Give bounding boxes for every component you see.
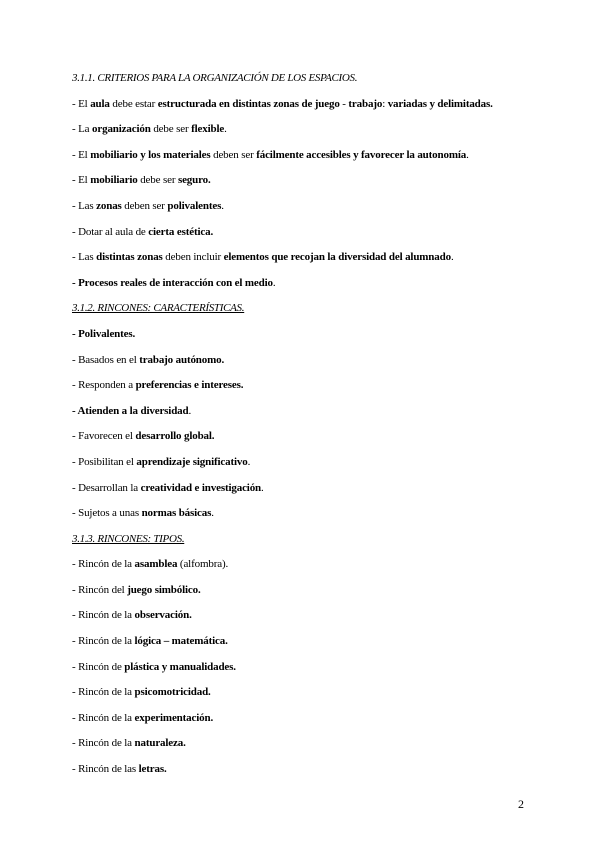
text: - El [72, 97, 91, 110]
text: . [450, 251, 454, 264]
text: - Rincón de la [72, 558, 135, 571]
bold-text: flexible [191, 123, 225, 136]
list-item [72, 146, 542, 172]
text: - Basados en el [72, 353, 140, 366]
bold-text: experimentación. [134, 711, 214, 724]
list-item [72, 95, 542, 121]
bold-text: preferencias e intereses. [135, 379, 244, 392]
bold-text: estructurada en distintas zonas de juego [157, 97, 340, 110]
text: deben ser [121, 199, 168, 212]
list-item [72, 658, 542, 684]
section-heading-tipos [72, 530, 542, 556]
bold-text: variadas y delimitadas. [387, 97, 493, 110]
section-caracteristicas-list [72, 325, 542, 530]
text: debe ser [150, 123, 192, 136]
bold-text: letras. [138, 763, 167, 776]
list-item [72, 325, 542, 351]
bold-text: observación. [134, 609, 192, 622]
list-item [72, 760, 542, 786]
text: . [247, 455, 251, 468]
text: : [382, 97, 388, 110]
bold-text: trabajo autónomo. [139, 353, 225, 366]
bold-text: distintas zonas [96, 251, 163, 264]
text: - La [72, 123, 93, 136]
bold-text: lógica – matemática. [134, 635, 228, 648]
list-item [72, 223, 542, 249]
section-criterios-list [72, 95, 542, 300]
bold-text: creatividad e investigación [140, 481, 262, 494]
text: . [224, 123, 227, 136]
page-number: 2 [518, 797, 524, 811]
bold-text: trabajo [348, 97, 383, 110]
list-item [72, 479, 542, 505]
text: - Rincón de la [72, 635, 135, 648]
text: . [466, 148, 469, 161]
text: . [221, 199, 224, 212]
bold-text: cierta estética. [148, 225, 214, 238]
list-item [72, 504, 542, 530]
section-heading-tipos-text: 3.1.3. RINCONES: TIPOS. [72, 532, 185, 545]
text: debe estar [109, 97, 158, 110]
text: - Desarrollan la [72, 481, 141, 494]
list-item [72, 632, 542, 658]
text: - Las [72, 199, 97, 212]
bold-text: polivalentes [167, 199, 222, 212]
list-item [72, 581, 542, 607]
text: - Dotar al aula de [72, 225, 149, 238]
bold-text: psicomotricidad. [134, 686, 211, 699]
bold-text: mobiliario y los materiales [90, 148, 211, 161]
text: - Rincón del [72, 583, 128, 596]
list-item [72, 606, 542, 632]
text: . [272, 276, 276, 289]
text: deben incluir [162, 251, 224, 264]
bold-text: - Procesos reales de interacción con el medio [72, 276, 273, 289]
bold-text: plástica y manualidades. [124, 660, 236, 673]
list-item [72, 709, 542, 735]
list-item [72, 734, 542, 760]
bold-text: naturaleza. [134, 737, 186, 750]
section-heading-caracteristicas-text: 3.1.2. RINCONES: CARACTERÍSTICAS. [72, 302, 245, 315]
list-item [72, 120, 542, 146]
bold-text: mobiliario [90, 174, 138, 187]
text: - Rincón de la [72, 686, 135, 699]
bold-text: - Atienden a la diversidad [72, 404, 189, 417]
list-item [72, 427, 542, 453]
bold-text: fácilmente accesibles y favorecer la autonomía [256, 148, 467, 161]
list-item [72, 402, 542, 428]
bold-text: aprendizaje significativo [136, 455, 248, 468]
list-item [72, 274, 542, 300]
section-heading-caracteristicas [72, 299, 542, 325]
text: deben ser [210, 148, 257, 161]
text: - El [72, 174, 91, 187]
document-body [72, 69, 542, 786]
bold-text: juego simbólico. [127, 583, 201, 596]
bold-text: organización [92, 123, 151, 136]
bold-text: zonas [96, 199, 122, 212]
bold-text: aula [90, 97, 110, 110]
bold-text: - Polivalentes. [72, 327, 136, 340]
section-heading-criterios: 3.1.1. CRITERIOS PARA LA ORGANIZACIÓN DE LOS ESPACIOS. [72, 72, 358, 84]
text: . [211, 507, 214, 520]
list-item [72, 197, 542, 223]
text: - Rincón de [72, 660, 125, 673]
text: - Sujetos a unas [72, 507, 142, 520]
list-item [72, 453, 542, 479]
text: - El [72, 148, 91, 161]
text: . [261, 481, 264, 494]
text: - Rincón de las [72, 763, 139, 776]
bold-text: normas básicas [141, 507, 212, 520]
text: (alfombra). [177, 558, 229, 571]
text: debe ser [137, 174, 178, 187]
bold-text: elementos que recojan la diversidad del alumnado [223, 251, 451, 264]
text: - Posibilitan el [72, 455, 137, 468]
list-item [72, 555, 542, 581]
list-item [72, 376, 542, 402]
list-item [72, 171, 542, 197]
text: . [188, 404, 192, 417]
list-item [72, 248, 542, 274]
text: - Responden a [72, 379, 136, 392]
text: - [339, 97, 349, 110]
text: - Rincón de la [72, 737, 135, 750]
bold-text: asamblea [134, 558, 178, 571]
text: - Las [72, 251, 97, 264]
bold-text: desarrollo global. [135, 430, 215, 443]
list-item [72, 683, 542, 709]
bold-text: seguro. [177, 174, 211, 187]
text: - Rincón de la [72, 609, 135, 622]
section-tipos-list [72, 555, 542, 785]
text: - Rincón de la [72, 711, 135, 724]
list-item [72, 351, 542, 377]
text: - Favorecen el [72, 430, 136, 443]
